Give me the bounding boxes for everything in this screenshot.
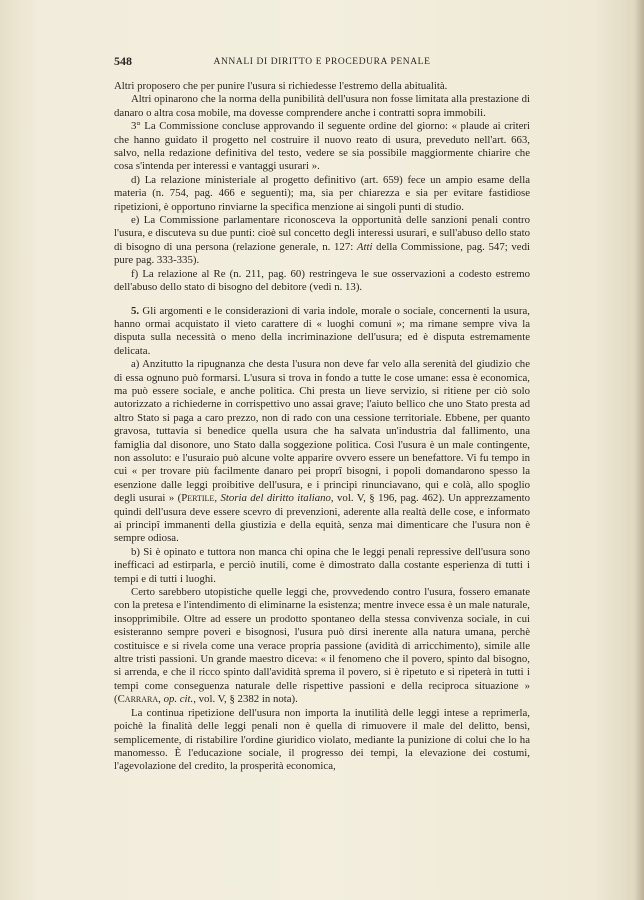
- paragraph: b) Si è opinato e tuttora non manca chi opina che le leggi penali repressive dell'usura sono inefficaci ad estirparla, e perciò inutili, come è dimostrato dalla costante esperienza di tutti i tempi e di tutti i luoghi.: [114, 545, 530, 585]
- running-title: ANNALI DI DIRITTO E PROCEDURA PENALE: [213, 57, 431, 67]
- paragraph: Certo sarebbero utopistiche quelle leggi che, provvedendo contro l'usura, fossero emanate con la pretesa e l'intendimento di eliminarne la esistenza; mentre invece essa è un male naturale, insopprimibile. Oltre ad essere un prodotto spontaneo della stessa convivenza sociale, in cui esisteranno sempre poveri e bisognosi, l'usura può dirsi inerente alla natura umana, perchè costituisce e si rivela come una verace propria passione (avidità di arricchimento), simile alle altre tristi passioni. Un grande maestro diceva: « il fenomeno che il povero, spinto dal bisogno, si arrenda, e che il ricco spinto dall'avidità sprema il povero, si è ripetuto e si ripeterà in tutti i tempi come conseguenza naturale delle rispettive passioni e della reciproca situazione » (Carrara, op. cit., vol. V, § 2382 in nota).: [114, 586, 530, 706]
- paragraph: Altri proposero che per punire l'usura si richiedesse l'estremo della abitualità.: [114, 80, 448, 92]
- section-5-paragraph: 5. Gli argomenti e le considerazioni di varia indole, morale o sociale, concernenti la usura, hanno ormai acquistato il vieto carattere di « luoghi comuni »; ma rimane sempre viva la disputa sulla necessità o meno della incriminazione dell'usura; ed è disputa estremamente delicata.: [114, 304, 530, 357]
- page-header: [114, 54, 530, 68]
- paragraph: f) La relazione al Re (n. 211, pag. 60) restringeva le sue osservazioni a codesto estremo dell'abuso dello stato di bisogno del debitore (vedi n. 13).: [114, 267, 530, 294]
- page-edge-shadow: [634, 0, 644, 900]
- section-number: 5.: [131, 304, 140, 317]
- paragraph: a) Anzitutto la ripugnanza che desta l'usura non deve far velo alla serenità del giudizio che di essa ognuno può formarsi. L'usura si trova in fondo a tutte le cose umane: essa è economica, ma può essere sociale, e anche politica. Chi presta un lieve servizio, si ritiene per ciò solo autorizzato a richiederne in corrispettivo uno assai grave; l'aiuto bellico che uno Stato presta ad altro Stato si paga a caro prezzo, non di rado con una cessione territoriale. Ebbene, per quanto gravosa, tuttavia si benedice quella usura che ha salvata un'industria dal fallimento, una famiglia dal disonore, uno Stato dalla soggezione politica. Così l'usura è un male contingente, non assoluto: e l'usuraio può alcune volte apparire ovvero essere un benefattore. Vi fu tempo in cui « per trovare più facilmente danaro pei proprî bisogni, i popoli domandarono spesso la esenzione dalle leggi proibitive dell'usura, e i principi rinunciavano, qui e colà, allo spoglio degli usurai » (Pertile, Storia del diritto italiano, vol. V, § 196, pag. 462). Un apprezzamento quindi dell'usura deve essere scevro di prevenzioni, aderente alla realtà delle cose, e informato ai principî immanenti della giustizia e della equità, senza mai dimenticare che l'usura non è sempre odiosa.: [114, 358, 530, 545]
- paragraph: e) La Commissione parlamentare riconosceva la opportunità delle sanzioni penali contro l'usura, e discuteva su due punti: cioè sul concetto degli interessi usurari, e sull'abuso dello stato di bisogno di una persona (relazione generale, n. 127: Atti della Commissione, pag. 547; vedi pure pag. 333-335).: [114, 214, 530, 267]
- paragraph: Altri opinarono che la norma della punibilità dell'usura non fosse limitata alla prestazione di danaro o altra cosa mobile, ma dovesse comprendere anche i contratti sopra immobili.: [114, 93, 530, 119]
- page-number: 548: [114, 54, 132, 68]
- paragraph: 3° La Commissione concluse approvando il seguente ordine del giorno: « plaude ai criteri che hanno guidato il progetto nel costruire il nuovo reato di usura, preveduto nell'art. 663, salvo, nella redazione definitiva del testo, vedere se sia possibile maggiormente chiarire che cosa s'intenda per interessi e vantaggi usurari ».: [114, 120, 530, 173]
- paragraph: La continua ripetizione dell'usura non importa la inutilità delle leggi intese a reprimerla, poichè la finalità delle leggi penali non è quella di rimuovere il male del delitto, bensì, semplicemente, di ristabilire l'ordine giuridico violato, mediante la punizione di colui che lo ha manomesso. È l'educazione sociale, il progresso dei tempi, la elevazione dei costumi, l'agevolazione del credito, la prosperità economica,: [114, 706, 530, 773]
- body-text: [114, 80, 530, 774]
- paragraph: d) La relazione ministeriale al progetto definitivo (art. 659) fece un ampio esame della materia (n. 754, pag. 466 e seguenti); ma, sia per chiarezza e sia per evitare fastidiose ripetizioni, è opportuno rinviarne la specifica menzione ai singoli punti di studio.: [114, 173, 530, 213]
